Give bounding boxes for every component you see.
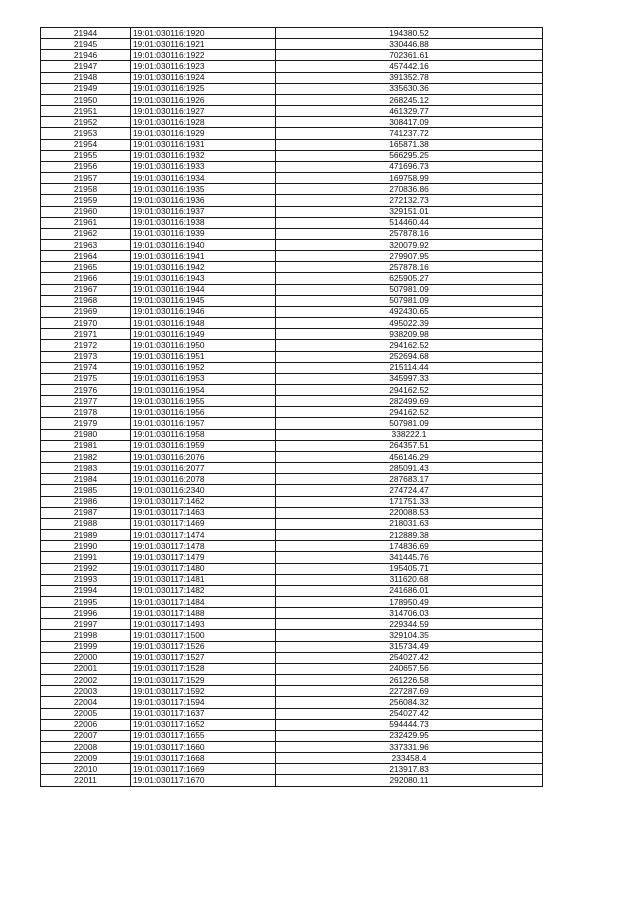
cadastral-number-cell: 19:01:030117:1479 — [131, 552, 276, 563]
cadastral-value-cell: 270836.86 — [276, 184, 543, 195]
table-row — [41, 675, 543, 686]
row-number-cell: 21982 — [41, 451, 131, 462]
row-number-cell: 21954 — [41, 139, 131, 150]
table-row — [41, 128, 543, 139]
cadastral-number-cell: 19:01:030116:1925 — [131, 83, 276, 94]
table-row — [41, 329, 543, 340]
row-number-cell: 21945 — [41, 39, 131, 50]
row-number-cell: 21967 — [41, 284, 131, 295]
cadastral-number-cell: 19:01:030116:1920 — [131, 28, 276, 39]
cadastral-value-cell: 329104.35 — [276, 630, 543, 641]
table-row — [41, 39, 543, 50]
table-row — [41, 451, 543, 462]
cadastral-number-cell: 19:01:030117:1480 — [131, 563, 276, 574]
row-number-cell: 21947 — [41, 61, 131, 72]
cadastral-number-cell: 19:01:030117:1660 — [131, 742, 276, 753]
cadastral-value-cell: 169758.99 — [276, 173, 543, 184]
table-row — [41, 563, 543, 574]
table-row — [41, 94, 543, 105]
cadastral-value-cell: 457442.16 — [276, 61, 543, 72]
table-row — [41, 518, 543, 529]
cadastral-value-cell: 241686.01 — [276, 585, 543, 596]
table-row — [41, 284, 543, 295]
table-row — [41, 507, 543, 518]
cadastral-value-cell: 329151.01 — [276, 206, 543, 217]
cadastral-number-cell: 19:01:030116:1950 — [131, 340, 276, 351]
row-number-cell: 22000 — [41, 652, 131, 663]
table-row — [41, 28, 543, 39]
cadastral-number-cell: 19:01:030117:1594 — [131, 697, 276, 708]
cadastral-value-cell: 741237.72 — [276, 128, 543, 139]
row-number-cell: 21999 — [41, 641, 131, 652]
cadastral-number-cell: 19:01:030117:1484 — [131, 596, 276, 607]
cadastral-value-cell: 282499.69 — [276, 396, 543, 407]
table-row — [41, 764, 543, 775]
row-number-cell: 21946 — [41, 50, 131, 61]
cadastral-number-cell: 19:01:030116:1940 — [131, 239, 276, 250]
cadastral-number-cell: 19:01:030116:2078 — [131, 474, 276, 485]
row-number-cell: 21984 — [41, 474, 131, 485]
cadastral-value-cell: 218031.63 — [276, 518, 543, 529]
cadastral-value-cell: 213917.83 — [276, 764, 543, 775]
cadastral-number-cell: 19:01:030116:1944 — [131, 284, 276, 295]
table-row — [41, 541, 543, 552]
row-number-cell: 21979 — [41, 418, 131, 429]
cadastral-value-cell: 233458.4 — [276, 753, 543, 764]
cadastral-value-cell: 330446.88 — [276, 39, 543, 50]
row-number-cell: 21977 — [41, 396, 131, 407]
table-row — [41, 306, 543, 317]
table-row — [41, 596, 543, 607]
table-row — [41, 652, 543, 663]
cadastral-value-cell: 227287.69 — [276, 686, 543, 697]
cadastral-number-cell: 19:01:030117:1462 — [131, 496, 276, 507]
row-number-cell: 21978 — [41, 407, 131, 418]
row-number-cell: 21961 — [41, 217, 131, 228]
cadastral-number-cell: 19:01:030116:1952 — [131, 362, 276, 373]
cadastral-value-cell: 287683.17 — [276, 474, 543, 485]
row-number-cell: 21956 — [41, 161, 131, 172]
cadastral-number-cell: 19:01:030116:1949 — [131, 329, 276, 340]
cadastral-number-cell: 19:01:030116:1956 — [131, 407, 276, 418]
cadastral-value-cell: 456146.29 — [276, 451, 543, 462]
cadastral-value-cell: 338222.1 — [276, 429, 543, 440]
cadastral-number-cell: 19:01:030116:1958 — [131, 429, 276, 440]
cadastral-number-cell: 19:01:030116:1957 — [131, 418, 276, 429]
row-number-cell: 21981 — [41, 440, 131, 451]
cadastral-number-cell: 19:01:030117:1493 — [131, 619, 276, 630]
cadastral-number-cell: 19:01:030117:1482 — [131, 585, 276, 596]
cadastral-value-cell: 938209.98 — [276, 329, 543, 340]
table-row — [41, 173, 543, 184]
cadastral-value-cell: 391352.78 — [276, 72, 543, 83]
cadastral-value-cell: 471696.73 — [276, 161, 543, 172]
row-number-cell: 22009 — [41, 753, 131, 764]
cadastral-number-cell: 19:01:030117:1526 — [131, 641, 276, 652]
cadastral-number-cell: 19:01:030116:1927 — [131, 106, 276, 117]
table-row — [41, 195, 543, 206]
row-number-cell: 21944 — [41, 28, 131, 39]
row-number-cell: 21958 — [41, 184, 131, 195]
cadastral-value-cell: 514460.44 — [276, 217, 543, 228]
table-row — [41, 295, 543, 306]
row-number-cell: 21974 — [41, 362, 131, 373]
table-row — [41, 239, 543, 250]
table-row — [41, 396, 543, 407]
cadastral-number-cell: 19:01:030117:1500 — [131, 630, 276, 641]
cadastral-number-cell: 19:01:030116:2340 — [131, 485, 276, 496]
cadastral-value-cell: 507981.09 — [276, 295, 543, 306]
cadastral-value-cell: 285091.43 — [276, 463, 543, 474]
cadastral-value-cell: 279907.95 — [276, 251, 543, 262]
row-number-cell: 22004 — [41, 697, 131, 708]
cadastral-number-cell: 19:01:030116:1941 — [131, 251, 276, 262]
cadastral-number-cell: 19:01:030116:1923 — [131, 61, 276, 72]
table-row — [41, 206, 543, 217]
row-number-cell: 21976 — [41, 385, 131, 396]
table-row — [41, 184, 543, 195]
row-number-cell: 21962 — [41, 228, 131, 239]
row-number-cell: 22003 — [41, 686, 131, 697]
cadastral-number-cell: 19:01:030116:1928 — [131, 117, 276, 128]
table-row — [41, 485, 543, 496]
cadastral-number-cell: 19:01:030116:2077 — [131, 463, 276, 474]
cadastral-value-cell: 268245.12 — [276, 94, 543, 105]
cadastral-value-cell: 492430.65 — [276, 306, 543, 317]
cadastral-value-cell: 294162.52 — [276, 385, 543, 396]
cadastral-number-cell: 19:01:030116:2076 — [131, 451, 276, 462]
cadastral-value-cell: 254027.42 — [276, 708, 543, 719]
cadastral-number-cell: 19:01:030116:1946 — [131, 306, 276, 317]
table-row — [41, 117, 543, 128]
row-number-cell: 21966 — [41, 273, 131, 284]
row-number-cell: 21997 — [41, 619, 131, 630]
table-row — [41, 217, 543, 228]
table-row — [41, 708, 543, 719]
table-row — [41, 585, 543, 596]
table-row — [41, 351, 543, 362]
cadastral-number-cell: 19:01:030116:1953 — [131, 373, 276, 384]
cadastral-number-cell: 19:01:030116:1954 — [131, 385, 276, 396]
table-row — [41, 530, 543, 541]
row-number-cell: 21994 — [41, 585, 131, 596]
row-number-cell: 21969 — [41, 306, 131, 317]
table-row — [41, 630, 543, 641]
row-number-cell: 22008 — [41, 742, 131, 753]
cadastral-value-cell: 335630.36 — [276, 83, 543, 94]
row-number-cell: 21972 — [41, 340, 131, 351]
row-number-cell: 21985 — [41, 485, 131, 496]
cadastral-value-cell: 215114.44 — [276, 362, 543, 373]
cadastral-number-cell: 19:01:030117:1529 — [131, 675, 276, 686]
cadastral-value-cell: 625905.27 — [276, 273, 543, 284]
row-number-cell: 21975 — [41, 373, 131, 384]
table-row — [41, 318, 543, 329]
cadastral-value-cell: 341445.76 — [276, 552, 543, 563]
table-row — [41, 474, 543, 485]
cadastral-number-cell: 19:01:030116:1935 — [131, 184, 276, 195]
table-row — [41, 407, 543, 418]
table-row — [41, 373, 543, 384]
cadastral-value-cell: 264357.51 — [276, 440, 543, 451]
cadastral-value-cell: 194380.52 — [276, 28, 543, 39]
cadastral-number-cell: 19:01:030117:1528 — [131, 663, 276, 674]
cadastral-number-cell: 19:01:030117:1474 — [131, 530, 276, 541]
table-row — [41, 362, 543, 373]
table-row — [41, 61, 543, 72]
row-number-cell: 21973 — [41, 351, 131, 362]
cadastral-value-cell: 240657.56 — [276, 663, 543, 674]
row-number-cell: 22005 — [41, 708, 131, 719]
table-row — [41, 139, 543, 150]
table-row — [41, 775, 543, 786]
row-number-cell: 21949 — [41, 83, 131, 94]
cadastral-value-cell: 178950.49 — [276, 596, 543, 607]
cadastral-value-cell: 702361.61 — [276, 50, 543, 61]
row-number-cell: 21953 — [41, 128, 131, 139]
row-number-cell: 21990 — [41, 541, 131, 552]
table-row — [41, 251, 543, 262]
cadastral-number-cell: 19:01:030117:1592 — [131, 686, 276, 697]
cadastral-number-cell: 19:01:030116:1942 — [131, 262, 276, 273]
cadastral-number-cell: 19:01:030116:1948 — [131, 318, 276, 329]
cadastral-value-cell: 308417.09 — [276, 117, 543, 128]
cadastral-value-cell: 261226.58 — [276, 675, 543, 686]
cadastral-value-cell: 294162.52 — [276, 340, 543, 351]
cadastral-value-cell: 165871.38 — [276, 139, 543, 150]
cadastral-value-cell: 254027.42 — [276, 652, 543, 663]
table-row — [41, 742, 543, 753]
row-number-cell: 21983 — [41, 463, 131, 474]
cadastral-value-cell: 337331.96 — [276, 742, 543, 753]
cadastral-number-cell: 19:01:030117:1655 — [131, 730, 276, 741]
cadastral-value-cell: 314706.03 — [276, 608, 543, 619]
cadastral-value-cell: 212889.38 — [276, 530, 543, 541]
row-number-cell: 21957 — [41, 173, 131, 184]
table-row — [41, 697, 543, 708]
cadastral-value-cell: 257878.16 — [276, 262, 543, 273]
table-row — [41, 72, 543, 83]
cadastral-value-cell: 274724.47 — [276, 485, 543, 496]
row-number-cell: 22006 — [41, 719, 131, 730]
cadastral-value-cell: 292080.11 — [276, 775, 543, 786]
row-number-cell: 21987 — [41, 507, 131, 518]
cadastral-value-cell: 315734.49 — [276, 641, 543, 652]
table-row — [41, 340, 543, 351]
row-number-cell: 21965 — [41, 262, 131, 273]
row-number-cell: 21964 — [41, 251, 131, 262]
cadastral-number-cell: 19:01:030116:1932 — [131, 150, 276, 161]
row-number-cell: 22002 — [41, 675, 131, 686]
table-row — [41, 496, 543, 507]
cadastral-number-cell: 19:01:030116:1931 — [131, 139, 276, 150]
table-row — [41, 273, 543, 284]
cadastral-number-cell: 19:01:030117:1481 — [131, 574, 276, 585]
cadastral-number-cell: 19:01:030116:1945 — [131, 295, 276, 306]
row-number-cell: 21971 — [41, 329, 131, 340]
cadastral-number-cell: 19:01:030117:1670 — [131, 775, 276, 786]
cadastral-number-cell: 19:01:030117:1669 — [131, 764, 276, 775]
cadastral-value-cell: 195405.71 — [276, 563, 543, 574]
cadastral-value-cell: 320079.92 — [276, 239, 543, 250]
cadastral-value-cell: 174836.69 — [276, 541, 543, 552]
row-number-cell: 22011 — [41, 775, 131, 786]
cadastral-number-cell: 19:01:030116:1934 — [131, 173, 276, 184]
cadastral-number-cell: 19:01:030117:1463 — [131, 507, 276, 518]
cadastral-number-cell: 19:01:030117:1668 — [131, 753, 276, 764]
table-row — [41, 150, 543, 161]
cadastral-number-cell: 19:01:030116:1939 — [131, 228, 276, 239]
table-body — [41, 28, 543, 787]
cadastral-number-cell: 19:01:030116:1921 — [131, 39, 276, 50]
table-row — [41, 161, 543, 172]
row-number-cell: 21955 — [41, 150, 131, 161]
cadastral-value-cell: 229344.59 — [276, 619, 543, 630]
table-row — [41, 385, 543, 396]
cadastral-number-cell: 19:01:030117:1478 — [131, 541, 276, 552]
cadastral-number-cell: 19:01:030116:1938 — [131, 217, 276, 228]
cadastral-number-cell: 19:01:030116:1924 — [131, 72, 276, 83]
row-number-cell: 21988 — [41, 518, 131, 529]
row-number-cell: 21998 — [41, 630, 131, 641]
table-row — [41, 83, 543, 94]
table-row — [41, 619, 543, 630]
table-row — [41, 719, 543, 730]
row-number-cell: 22007 — [41, 730, 131, 741]
cadastral-number-cell: 19:01:030117:1637 — [131, 708, 276, 719]
row-number-cell: 21980 — [41, 429, 131, 440]
table-row — [41, 418, 543, 429]
cadastral-number-cell: 19:01:030116:1959 — [131, 440, 276, 451]
row-number-cell: 21951 — [41, 106, 131, 117]
cadastral-value-cell: 311620.68 — [276, 574, 543, 585]
cadastral-number-cell: 19:01:030117:1652 — [131, 719, 276, 730]
row-number-cell: 21959 — [41, 195, 131, 206]
row-number-cell: 21991 — [41, 552, 131, 563]
cadastral-value-cell: 252694.68 — [276, 351, 543, 362]
row-number-cell: 21992 — [41, 563, 131, 574]
table-row — [41, 753, 543, 764]
cadastral-number-cell: 19:01:030116:1933 — [131, 161, 276, 172]
table-row — [41, 50, 543, 61]
row-number-cell: 21986 — [41, 496, 131, 507]
row-number-cell: 21995 — [41, 596, 131, 607]
cadastral-value-cell: 220088.53 — [276, 507, 543, 518]
data-table — [40, 27, 543, 787]
cadastral-number-cell: 19:01:030117:1488 — [131, 608, 276, 619]
cadastral-number-cell: 19:01:030117:1469 — [131, 518, 276, 529]
cadastral-value-cell: 594444.73 — [276, 719, 543, 730]
row-number-cell: 21948 — [41, 72, 131, 83]
table-row — [41, 686, 543, 697]
row-number-cell: 21963 — [41, 239, 131, 250]
cadastral-value-cell: 232429.95 — [276, 730, 543, 741]
row-number-cell: 21989 — [41, 530, 131, 541]
cadastral-number-cell: 19:01:030116:1929 — [131, 128, 276, 139]
cadastral-value-cell: 507981.09 — [276, 284, 543, 295]
table-row — [41, 463, 543, 474]
cadastral-value-cell: 461329.77 — [276, 106, 543, 117]
cadastral-number-cell: 19:01:030116:1936 — [131, 195, 276, 206]
table-row — [41, 429, 543, 440]
row-number-cell: 21970 — [41, 318, 131, 329]
row-number-cell: 21993 — [41, 574, 131, 585]
cadastral-number-cell: 19:01:030116:1922 — [131, 50, 276, 61]
table-row — [41, 552, 543, 563]
cadastral-value-cell: 294162.52 — [276, 407, 543, 418]
cadastral-value-cell: 507981.09 — [276, 418, 543, 429]
row-number-cell: 21996 — [41, 608, 131, 619]
cadastral-value-cell: 256084.32 — [276, 697, 543, 708]
table-row — [41, 663, 543, 674]
row-number-cell: 22001 — [41, 663, 131, 674]
table-row — [41, 608, 543, 619]
row-number-cell: 21952 — [41, 117, 131, 128]
cadastral-number-cell: 19:01:030116:1926 — [131, 94, 276, 105]
row-number-cell: 21960 — [41, 206, 131, 217]
cadastral-number-cell: 19:01:030116:1937 — [131, 206, 276, 217]
cadastral-number-cell: 19:01:030117:1527 — [131, 652, 276, 663]
table-row — [41, 106, 543, 117]
table-row — [41, 641, 543, 652]
cadastral-value-cell: 257878.16 — [276, 228, 543, 239]
row-number-cell: 22010 — [41, 764, 131, 775]
cadastral-value-cell: 566295.25 — [276, 150, 543, 161]
table-row — [41, 574, 543, 585]
cadastral-number-cell: 19:01:030116:1951 — [131, 351, 276, 362]
cadastral-number-cell: 19:01:030116:1943 — [131, 273, 276, 284]
cadastral-value-cell: 495022.39 — [276, 318, 543, 329]
table-row — [41, 228, 543, 239]
cadastral-number-cell: 19:01:030116:1955 — [131, 396, 276, 407]
cadastral-value-cell: 345997.33 — [276, 373, 543, 384]
cadastral-value-cell: 171751.33 — [276, 496, 543, 507]
table-row — [41, 440, 543, 451]
table-row — [41, 730, 543, 741]
row-number-cell: 21950 — [41, 94, 131, 105]
table-row — [41, 262, 543, 273]
cadastral-value-cell: 272132.73 — [276, 195, 543, 206]
row-number-cell: 21968 — [41, 295, 131, 306]
